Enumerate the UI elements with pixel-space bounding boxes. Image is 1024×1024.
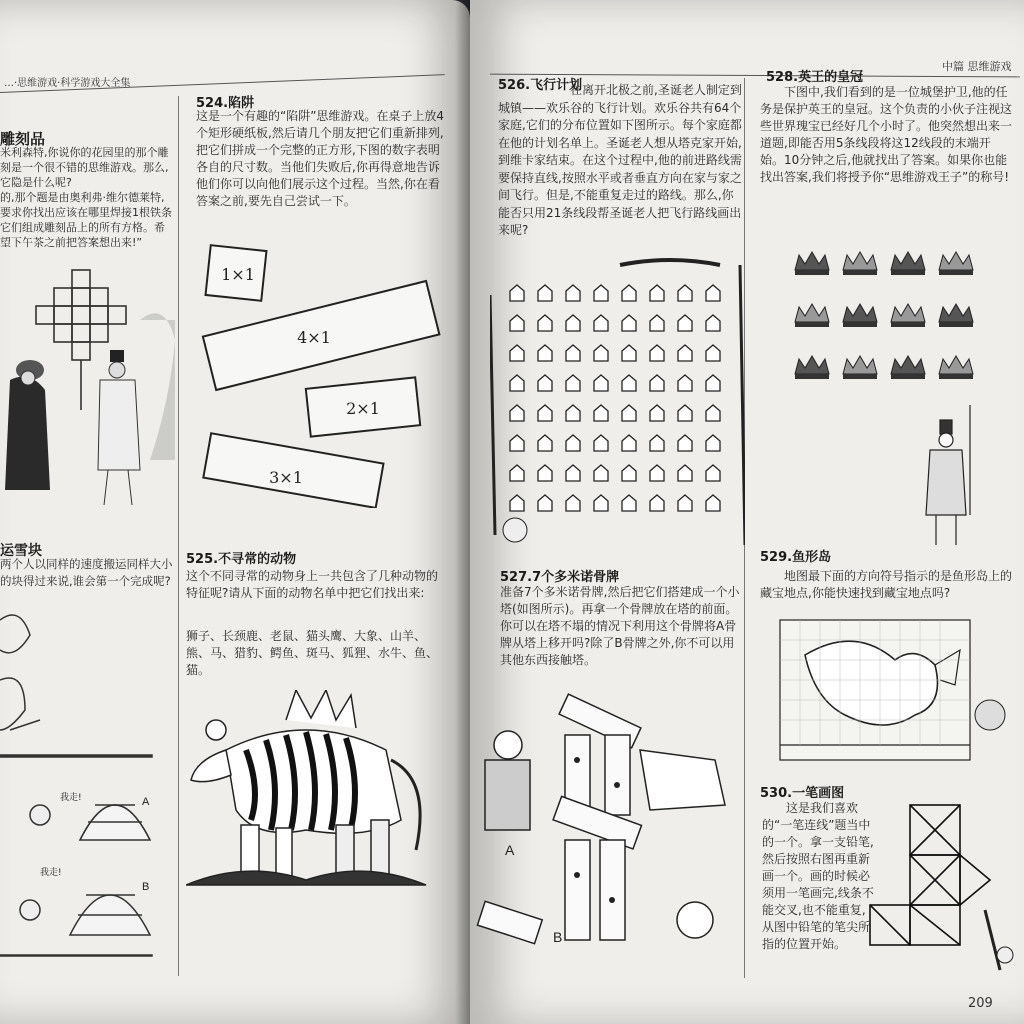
house-icon <box>566 375 580 391</box>
house-icon <box>510 405 524 421</box>
crowns-and-guard-illustration <box>790 245 990 555</box>
bubble-1: 我走! <box>60 793 82 803</box>
crown-icon <box>795 252 829 270</box>
house-icon <box>538 405 552 421</box>
box-3x1-label: 3×1 <box>269 468 303 487</box>
house-icon <box>678 405 692 421</box>
title-525: 525.不寻常的动物 <box>186 552 297 567</box>
domino-label-a: A <box>505 842 515 858</box>
carving-text: 米利森特,你说你的花园里的那个雕刻是一个很不错的思维游戏。那么,它隐是什么呢? 的,那个题是由奥利弗·维尔德莱特,要求你找出应该在哪里焊接1根铁条它们组成雕刻品上的所有方格。希望下午茶之前把答案想出来!” <box>0 146 172 249</box>
house-icon <box>706 345 720 361</box>
text-527: 准备7个多米诺骨牌,然后把它们搭建成一个小塔(如图所示)。再拿一个骨牌放在塔的前面。你可以在塔不塌的情况下利用这个骨牌将A骨牌从塔上移开吗?除了B骨牌之外,你不可以用其他东西接触塔。 <box>500 585 740 667</box>
house-icon <box>650 285 664 301</box>
house-icon <box>678 375 692 391</box>
bubble-2: 我走! <box>40 868 62 878</box>
house-icon <box>566 345 580 361</box>
house-icon <box>594 495 608 511</box>
house-icon <box>650 465 664 481</box>
house-icon <box>510 435 524 451</box>
title-528: 528.英王的皇冠 <box>766 70 864 85</box>
house-icon <box>678 345 692 361</box>
crown-icon <box>891 252 925 270</box>
house-icon <box>594 405 608 421</box>
crown-base <box>843 374 877 379</box>
crown-icon <box>891 356 925 374</box>
label-b-igloo: B <box>142 881 150 893</box>
title-530: 530.一笔画图 <box>760 786 845 801</box>
house-icon <box>510 495 524 511</box>
crown-base <box>843 322 877 327</box>
title-529: 529.鱼形岛 <box>760 550 832 565</box>
house-icon <box>566 435 580 451</box>
text-528: 下图中,我们看到的是一位城堡护卫,他的任务是保护英王的皇冠。这个负责的小伙子注视这些世界瑰宝已经好几个小时了。他突然想出来一道题,即能否用5条线段将这12线段的末端开始。10分钟之后,他就找出了答案。如果你也能找出答案,我们将授予你“思维游戏王子”的称号! <box>760 85 1013 184</box>
crown-base <box>891 322 925 327</box>
box-1x1-label: 1×1 <box>221 265 255 284</box>
crown-icon <box>939 304 973 322</box>
title-524: 524.陷阱 <box>196 96 255 111</box>
house-icon <box>622 285 636 301</box>
title-523: 运雪块 <box>0 543 42 559</box>
title-526: 526.飞行计划 <box>498 78 583 93</box>
house-icon <box>650 345 664 361</box>
house-icon <box>650 495 664 511</box>
house-icon <box>706 375 720 391</box>
right-page-header: 中篇 思维游戏 <box>942 60 1012 73</box>
crown-base <box>891 270 925 275</box>
house-icon <box>622 405 636 421</box>
house-icon <box>678 315 692 331</box>
house-icon <box>622 495 636 511</box>
page-number: 209 <box>968 996 993 1011</box>
crown-base <box>939 270 973 275</box>
house-icon <box>678 435 692 451</box>
crown-base <box>891 374 925 379</box>
crown-icon <box>843 252 877 270</box>
house-icon <box>706 435 720 451</box>
house-icon <box>594 285 608 301</box>
title-fragment-carving: 雕刻品 <box>0 130 46 148</box>
trap-rectangles-illustration <box>196 238 446 508</box>
house-icon <box>510 315 524 331</box>
house-icon <box>538 345 552 361</box>
house-icon <box>594 315 608 331</box>
igloo-cartoon <box>0 600 180 960</box>
crowns-group <box>795 252 973 379</box>
text-529: 地图最下面的方向符号指示的是鱼形岛上的藏宝地点,你能快速找到藏宝地点吗? <box>760 569 1013 600</box>
text-523: 两个人以同样的速度搬运同样大小的块得过来说,谁会第一个完成呢? <box>0 557 173 588</box>
left-page-header: …·思维游戏·科学游戏大全集 <box>4 78 131 89</box>
unusual-animal-illustration <box>186 690 446 890</box>
houses-grid <box>510 285 720 511</box>
crown-base <box>939 374 973 379</box>
house-icon <box>622 375 636 391</box>
house-icon <box>706 315 720 331</box>
crown-icon <box>795 356 829 374</box>
house-icon <box>510 345 524 361</box>
house-icon <box>650 405 664 421</box>
house-icon <box>594 345 608 361</box>
house-icon <box>566 465 580 481</box>
house-icon <box>510 375 524 391</box>
crown-icon <box>843 304 877 322</box>
house-icon <box>510 285 524 301</box>
crown-icon <box>939 252 973 270</box>
flight-plan-houses-grid <box>490 255 745 555</box>
house-icon <box>538 285 552 301</box>
house-icon <box>622 435 636 451</box>
house-icon <box>622 465 636 481</box>
label-a-igloo: A <box>142 796 150 808</box>
house-icon <box>594 375 608 391</box>
domino-tower-illustration <box>475 690 740 955</box>
crown-base <box>795 322 829 327</box>
house-icon <box>538 465 552 481</box>
house-icon <box>594 465 608 481</box>
crown-icon <box>891 304 925 322</box>
crown-base <box>795 270 829 275</box>
crown-icon <box>843 356 877 374</box>
crown-icon <box>795 304 829 322</box>
one-stroke-figure <box>865 800 1015 980</box>
house-icon <box>538 495 552 511</box>
house-icon <box>594 435 608 451</box>
text-526: 在离开北极之前,圣诞老人制定到城镇——欢乐谷的飞行计划。欢乐谷共有64个家庭,它们的分布位置如下图所示。每个家庭都在他的计划名单上。圣诞老人想从塔克家开始,到维卡家结束。在这个过程中,他的前进路线需要保持直线,按照水平或者垂直方向在家与家之间飞行。但是,不能重复走过的路线。那么,你能否只用21条线段帮圣诞老人把飞行路线画出来呢? <box>498 83 742 237</box>
house-icon <box>622 345 636 361</box>
house-icon <box>538 375 552 391</box>
house-icon <box>538 435 552 451</box>
title-527: 527.7个多米诺骨牌 <box>500 570 620 585</box>
left-page <box>0 0 470 1024</box>
house-icon <box>510 465 524 481</box>
house-icon <box>650 315 664 331</box>
crown-base <box>939 322 973 327</box>
house-icon <box>622 315 636 331</box>
house-icon <box>566 405 580 421</box>
house-icon <box>678 465 692 481</box>
house-icon <box>706 285 720 301</box>
house-icon <box>706 405 720 421</box>
right-page <box>470 0 1024 1024</box>
text-524: 这是一个有趣的“陷阱”思维游戏。在桌子上放4个矩形硬纸板,然后请几个朋友把它们重新排列,把它们拼成一个完整的正方形,下图的数字表明各自的尺寸数。当他们失败后,你再得意地告诉他们你可以向他们展示这个过程。当然,你在看答案之前,要先自己尝试一下。 <box>196 109 445 208</box>
house-icon <box>538 315 552 331</box>
house-icon <box>650 375 664 391</box>
house-icon <box>706 465 720 481</box>
crown-base <box>795 374 829 379</box>
house-icon <box>566 495 580 511</box>
garden-sculpture-illustration <box>0 260 180 520</box>
text-525: 这个不同寻常的动物身上一共包含了几种动物的特征呢?请从下面的动物名单中把它们找出来: <box>186 569 439 600</box>
fish-island-map <box>775 615 1010 765</box>
house-icon <box>566 285 580 301</box>
domino-label-b: B <box>553 929 563 945</box>
house-icon <box>678 495 692 511</box>
left-column-divider <box>178 96 179 976</box>
house-icon <box>650 435 664 451</box>
crown-base <box>843 270 877 275</box>
house-icon <box>706 495 720 511</box>
house-icon <box>678 285 692 301</box>
text-530: 这是我们喜欢的“一笔连线”题当中的一个。拿一支铅笔,然后按照右图再重新画一个。画的时候必须用一笔画完,线条不能交叉,也不能重复,从图中铅笔的笔尖所指的位置开始。 <box>762 801 874 951</box>
box-4x1-label: 4×1 <box>297 328 331 347</box>
crown-icon <box>939 356 973 374</box>
list-525: 狮子、长颈鹿、老鼠、猫头鹰、大象、山羊、熊、马、猎豹、鳄鱼、斑马、狐狸、水牛、鱼、猫。 <box>186 629 439 677</box>
house-icon <box>566 315 580 331</box>
box-2x1-label: 2×1 <box>346 399 380 418</box>
